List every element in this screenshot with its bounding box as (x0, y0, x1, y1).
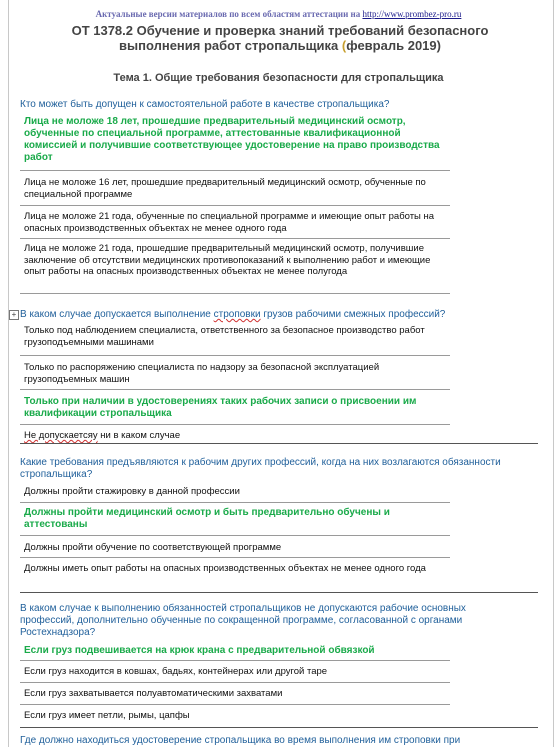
answer-separator (20, 502, 450, 503)
answer-separator (20, 424, 450, 425)
answer-2-2: Только по распоряжению специалиста по надзору за безопасной эксплуатацией грузоподъемных машин (24, 362, 380, 385)
title-tail: февраль 2019) (346, 38, 441, 53)
question-separator (20, 727, 538, 728)
topline-text: Актуальные версии материалов по всем областям аттестации на (95, 9, 361, 19)
answer-3-3: Должны пройти обучение по соответствующей программе (24, 542, 282, 553)
answer-4-3: Если груз захватывается полуавтоматическими захватами (24, 688, 283, 699)
question-2 (20, 309, 520, 321)
question-separator (20, 592, 538, 593)
topline-link[interactable]: http://www.prombez-pro.ru (362, 9, 462, 19)
answer-separator (20, 682, 450, 683)
document-title (40, 23, 520, 53)
answer-separator (20, 557, 450, 558)
answer-3-4: Должны иметь опыт работы на опасных производственных объектах не менее одного года (24, 563, 426, 574)
answer-4-2: Если груз находится в ковшах, бадьях, контейнерах или другой таре (24, 666, 328, 677)
left-margin-line (8, 0, 9, 747)
answer-separator (20, 238, 450, 239)
question-2-post: грузов рабочими смежных профессий? (260, 309, 446, 320)
title-bracket: ( (341, 38, 347, 53)
answer-2-4-rest: ни в каком случае (97, 430, 181, 441)
question-2-pre: В каком случае допускается выполнение (20, 309, 214, 320)
answer-separator (20, 293, 450, 294)
answer-separator (20, 205, 450, 206)
topic-heading: Тема 1. Общие требования безопасности для стропальщика (113, 72, 444, 84)
answer-2-3-correct: Только при наличии в удостоверениях таких рабочих записи о присвоении им квалификации стропальщика (24, 396, 417, 419)
answer-4-1-correct: Если груз подвешивается на крюк крана с предварительной обвязкой (24, 645, 375, 656)
answer-separator (20, 535, 450, 536)
answer-3-1: Должны пройти стажировку в данной профессии (24, 486, 240, 497)
title-main: ОТ 1378.2 Обучение и проверка знаний требований безопасного выполнения работ стропальщика (71, 23, 489, 53)
table-move-handle-icon[interactable]: + (9, 310, 19, 320)
answer-2-1: Только под наблюдением специалиста, ответственного за безопасное производство работ грузоподъемными машинами (24, 325, 425, 348)
answer-separator (20, 389, 450, 390)
answer-1-2: Лица не моложе 16 лет, прошедшие предварительный медицинский осмотр, обученные по специальной программе (24, 177, 426, 200)
question-1: Кто может быть допущен к самостоятельной работе в качестве стропальщика? (20, 99, 390, 110)
answer-1-3: Лица не моложе 21 года, обученные по специальной программе и имеющие опыт работы на опасных производственных объектах не менее одного года (24, 211, 435, 234)
answer-3-2-correct: Должны пройти медицинский осмотр и быть предварительно обучены и аттестованы (24, 507, 390, 530)
answer-1-4: Лица не моложе 21 года, прошедшие предварительный медицинский осмотр, получившие заключение об отсутствии медицинских противопоказаний к выполнению работ и имеющие опыт работы на опасных производственных объектах не менее полугода (24, 243, 431, 277)
answer-separator (20, 660, 450, 661)
answer-2-4 (24, 430, 450, 442)
answer-separator (20, 355, 450, 356)
question-2-wavy-word: строповки (213, 309, 261, 320)
question-3: Какие требования предъявляются к рабочим других профессий, когда на них возлагаются обязанности стропальщика? (20, 457, 501, 480)
question-5: Где должно находиться удостоверение стропальщика во время выполнения им строповки при (20, 735, 461, 746)
answer-1-1-correct: Лица не моложе 18 лет, прошедшие предварительный медицинский осмотр, обученные по специальной программе, аттестованные квалификационной комиссией и получившие соответствующее удостоверение на право производства работ (24, 116, 440, 163)
answer-2-4-wavy: Не допускаетсяу (24, 430, 98, 441)
answer-4-4: Если груз имеет петли, рымы, цапфы (24, 710, 190, 721)
question-4: В каком случае к выполнению обязанностей стропальщиков не допускаются рабочие основных профессий, дополнительно обученные по сокращенной программе, согласованной с органами Ростехнадзора? (20, 603, 466, 638)
answer-separator (20, 170, 450, 171)
right-margin-line (553, 0, 554, 747)
answer-separator (20, 704, 450, 705)
question-separator (20, 443, 538, 444)
header-topline (0, 9, 557, 19)
